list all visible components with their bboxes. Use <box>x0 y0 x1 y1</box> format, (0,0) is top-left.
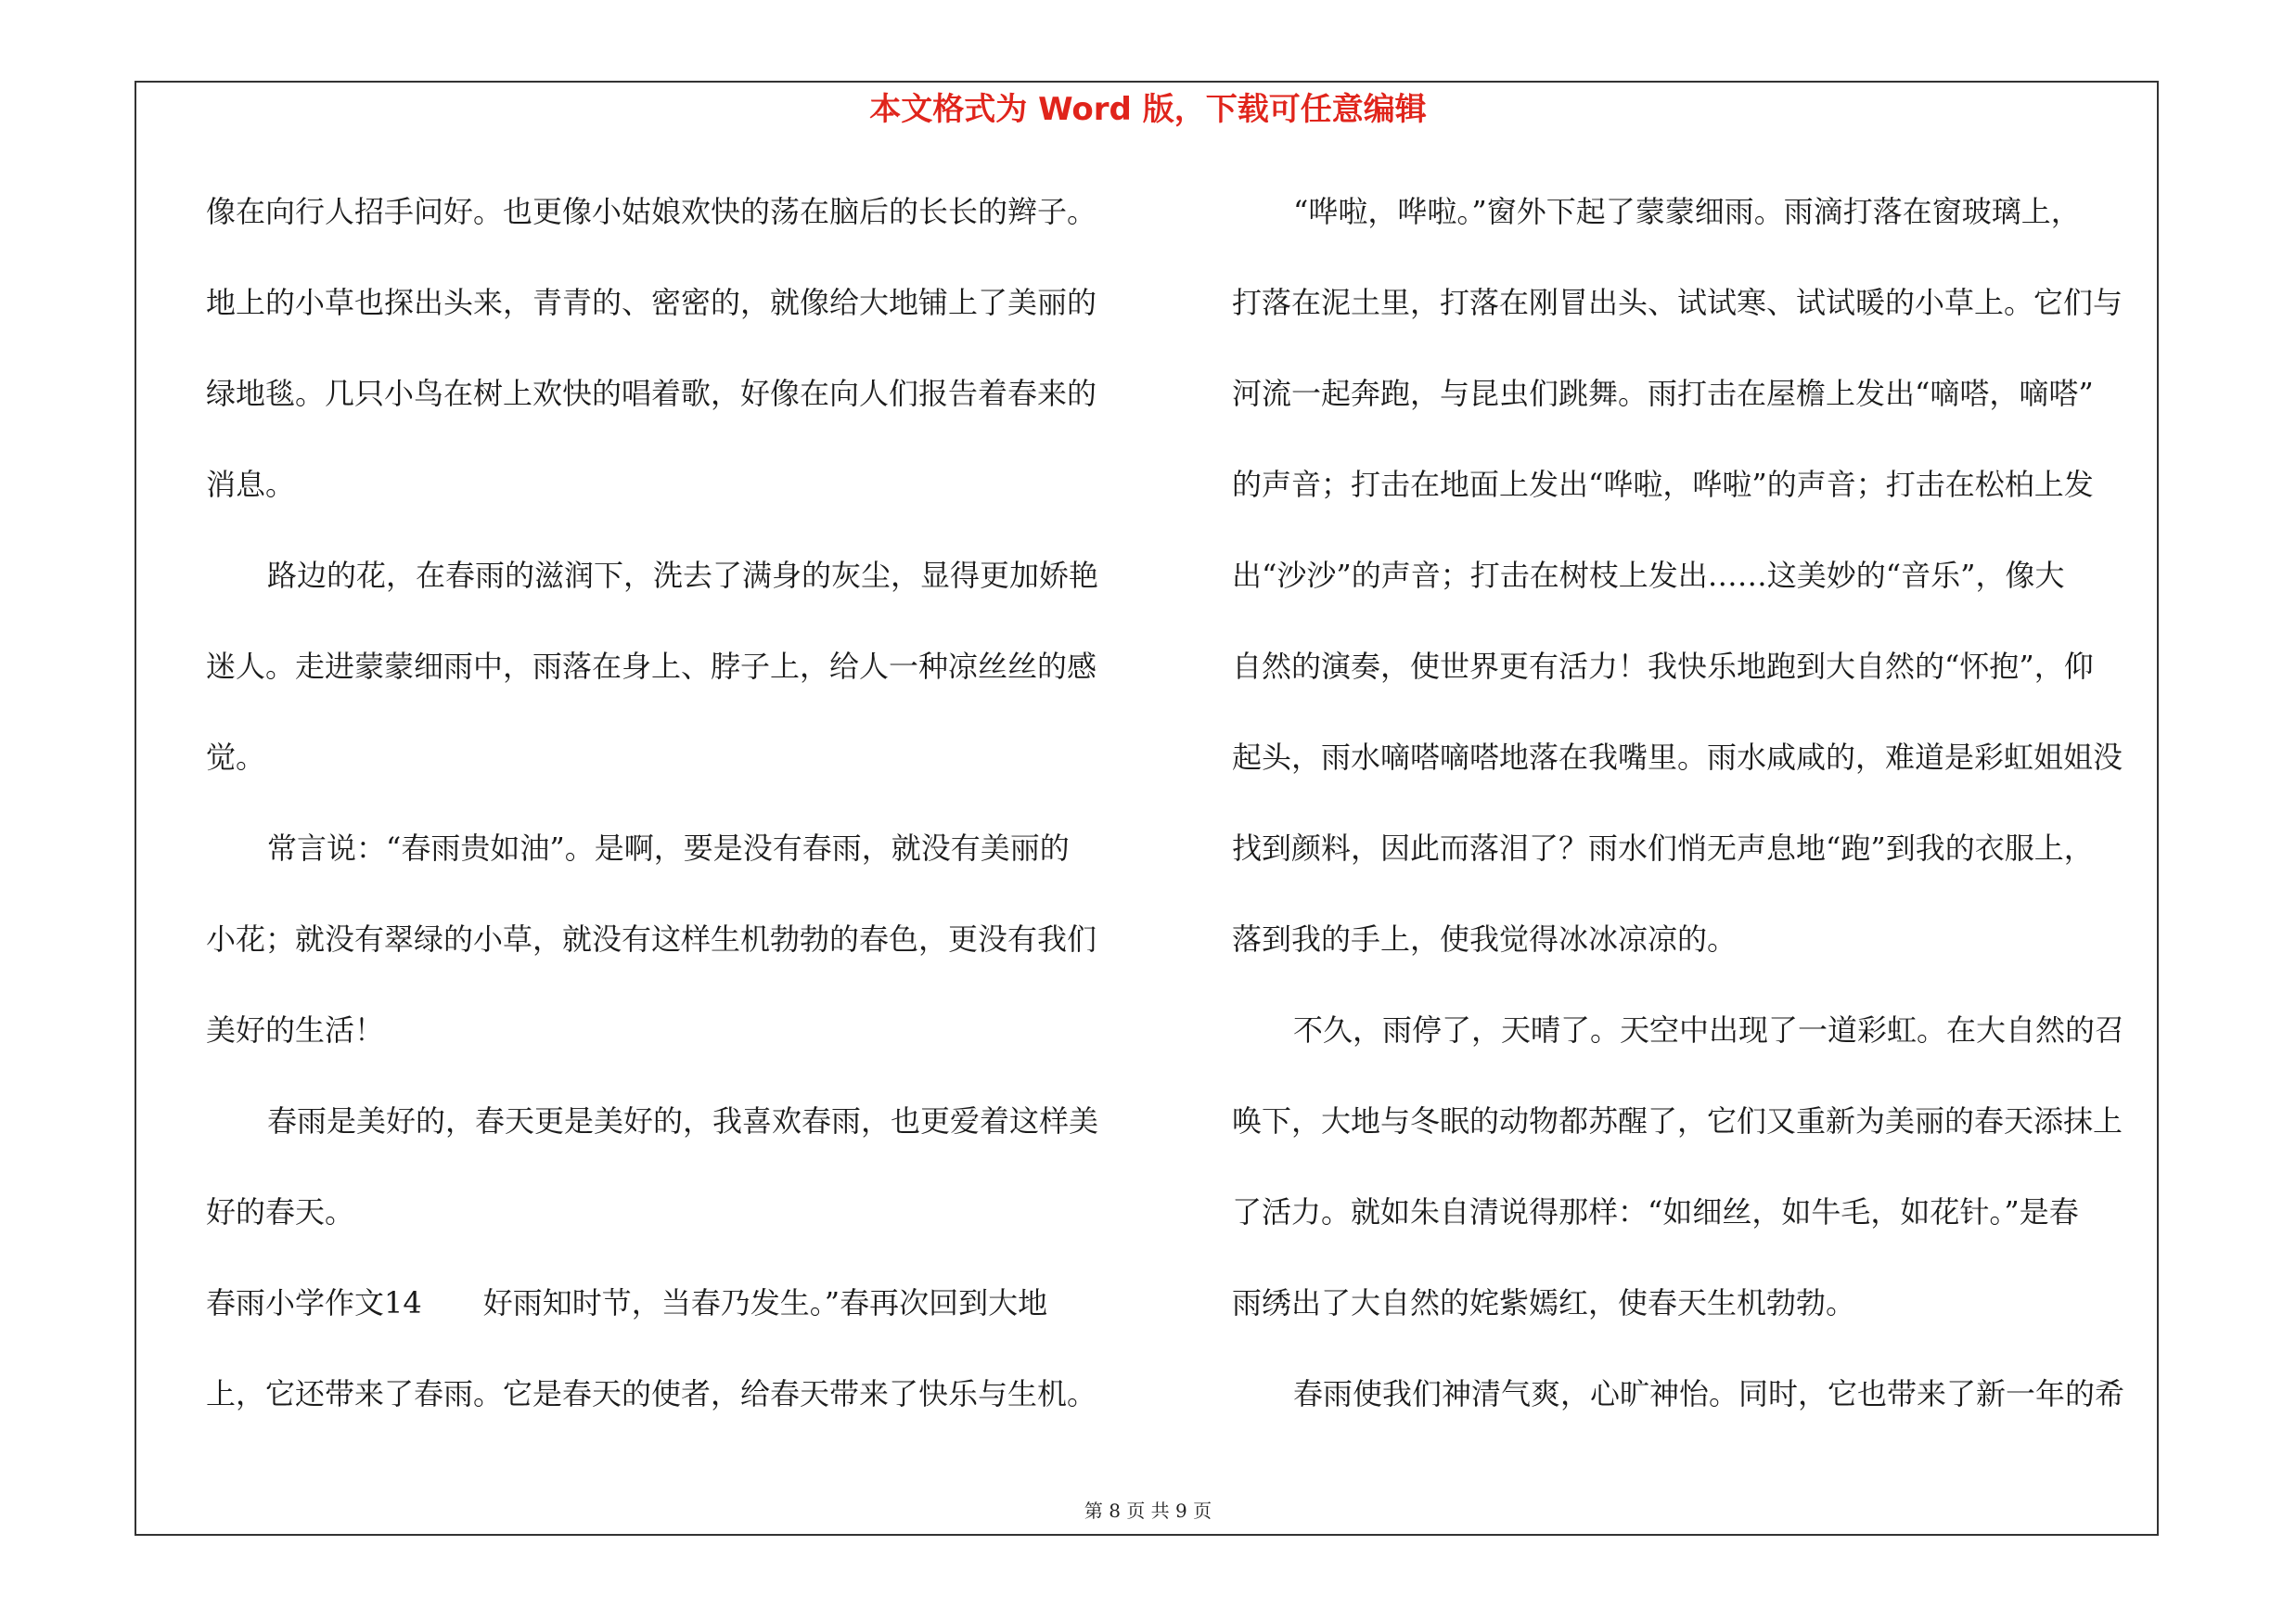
left-column <box>206 184 1157 1457</box>
text-line: 打落在泥土里，打落在刚冒出头、试试寒、试试暖的小草上。它们与 <box>1232 285 2123 320</box>
text-line: 春雨使我们神清气爽，心旷神怡。同时，它也带来了新一年的希 <box>1293 1376 2125 1411</box>
text-line: 的声音；打击在地面上发出“哗啦，哗啦”的声音；打击在松柏上发 <box>1232 467 2094 502</box>
text-line: 好雨知时节，当春乃发生。”春再次回到大地 <box>482 1285 1048 1320</box>
text-line: 出“沙沙”的声音；打击在树枝上发出……这美妙的“音乐”，像大 <box>1232 558 2065 593</box>
text-line: 春雨是美好的，春天更是美好的，我喜欢春雨，也更爱着这样美 <box>267 1103 1099 1139</box>
text-line: 觉。 <box>206 740 266 775</box>
essay-title: 春雨小学作文14 <box>206 1285 422 1320</box>
text-line: 常言说：“春雨贵如油”。是啊，要是没有春雨，就没有美丽的 <box>267 831 1070 866</box>
text-line: 迷人。走进蒙蒙细雨中，雨落在身上、脖子上，给人一种凉丝丝的感 <box>206 649 1097 684</box>
text-line: 好的春天。 <box>206 1194 355 1230</box>
text-line: 起头，雨水嘀嗒嘀嗒地落在我嘴里。雨水咸咸的，难道是彩虹姐姐没 <box>1232 740 2123 775</box>
page-number: 第 8 页 共 9 页 <box>1084 1500 1212 1522</box>
text-line: 美好的生活！ <box>206 1012 385 1048</box>
text-line: 雨绣出了大自然的姹紫嫣红，使春天生机勃勃。 <box>1232 1285 1856 1320</box>
text-line: 自然的演奏，使世界更有活力！我快乐地跑到大自然的“怀抱”，仰 <box>1232 649 2094 684</box>
text-line: 绿地毯。几只小鸟在树上欢快的唱着歌，好像在向人们报告着春来的 <box>206 376 1097 411</box>
right-column <box>1232 184 2163 1457</box>
text-line: 上，它还带来了春雨。它是春天的使者，给春天带来了快乐与生机。 <box>206 1376 1097 1411</box>
text-line: 了活力。就如朱自清说得那样：“如细丝，如牛毛，如花针。”是春 <box>1232 1194 2079 1230</box>
text-line: 落到我的手上，使我觉得冰冰凉凉的。 <box>1232 921 1738 957</box>
text-line: 找到颜料，因此而落泪了？雨水们悄无声息地“跑”到我的衣服上， <box>1232 831 2094 866</box>
essay-heading-line <box>206 1275 1157 1366</box>
text-line: 像在向行人招手问好。也更像小姑娘欢快的荡在脑后的长长的辫子。 <box>206 194 1097 229</box>
text-line: 路边的花，在春雨的滋润下，洗去了满身的灰尘，显得更加娇艳 <box>267 558 1099 593</box>
text-line: “哗啦，哗啦。”窗外下起了蒙蒙细雨。雨滴打落在窗玻璃上， <box>1293 194 2081 229</box>
text-line: 唤下，大地与冬眠的动物都苏醒了，它们又重新为美丽的春天添抹上 <box>1232 1103 2123 1139</box>
format-notice: 本文格式为 Word 版，下载可任意编辑 <box>869 91 1427 128</box>
text-line: 地上的小草也探出头来，青青的、密密的，就像给大地铺上了美丽的 <box>206 285 1097 320</box>
text-line: 消息。 <box>206 467 296 502</box>
text-line: 小花；就没有翠绿的小草，就没有这样生机勃勃的春色，更没有我们 <box>206 921 1097 957</box>
text-line: 不久，雨停了，天晴了。天空中出现了一道彩虹。在大自然的召 <box>1293 1012 2125 1048</box>
text-line: 河流一起奔跑，与昆虫们跳舞。雨打击在屋檐上发出“嘀嗒，嘀嗒” <box>1232 376 2094 411</box>
